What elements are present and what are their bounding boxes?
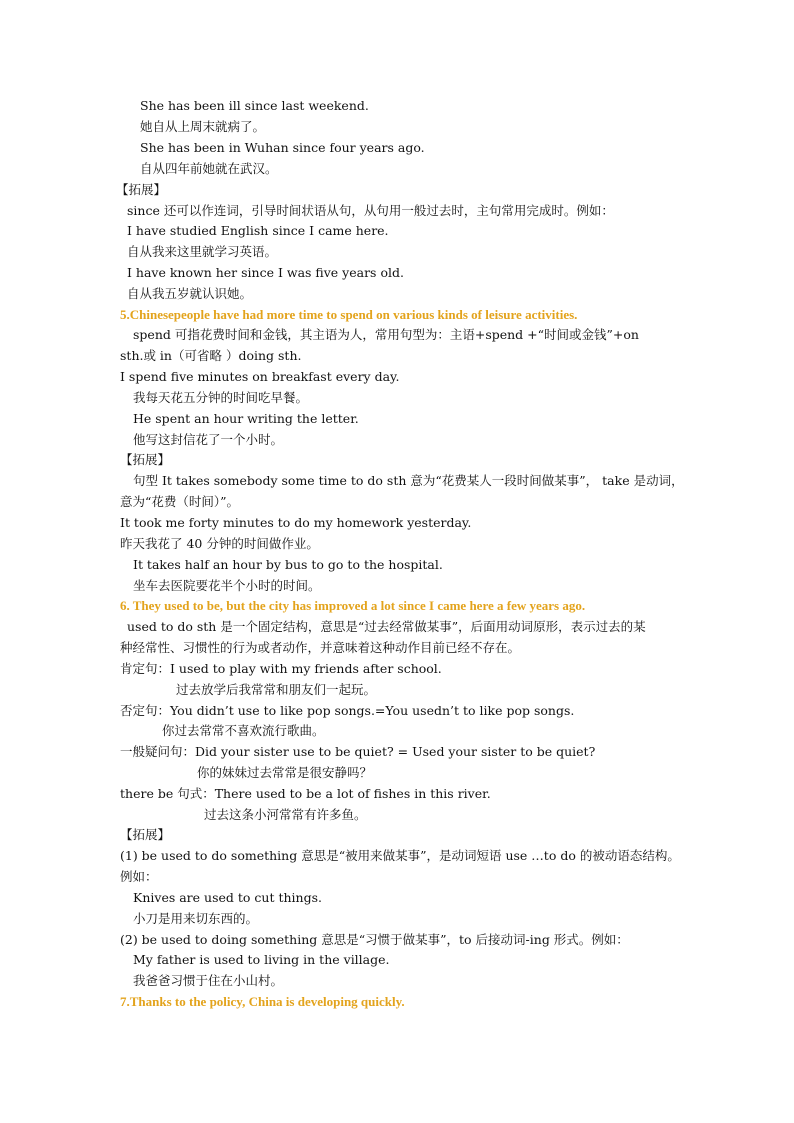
example-sentence: I spend five minutes on breakfast every day.: [120, 369, 400, 384]
example-sentence: She has been in Wuhan since four years ago.: [140, 140, 425, 155]
explanation-text: since 还可以作连词，引导时间状语从句，从句用一般过去时，主句常用完成时。例如：: [127, 203, 614, 218]
example-translation: 她自从上周末就病了。: [140, 119, 266, 134]
example-translation: 自从四年前她就在武汉。: [140, 161, 278, 176]
example-translation: 自从我五岁就认识她。: [127, 286, 253, 301]
explanation-text: 句型 It takes somebody some time to do sth 意为“花费某人一段时间做某事”， take 是动词，: [133, 473, 684, 488]
section-heading-6: 6. They used to be, but the city has improved a lot since I came here a few years ago.: [120, 598, 586, 613]
section-heading-5: 5.Chinesepeople have had more time to spend on various kinds of leisure activities.: [120, 307, 578, 322]
explanation-text: 意为“花费（时间）”。: [120, 494, 240, 509]
example-sentence: He spent an hour writing the letter.: [133, 411, 359, 426]
extension-tag: 【拓展】: [116, 182, 167, 197]
example-sentence: She has been ill since last weekend.: [140, 98, 369, 113]
section-heading-7: 7.Thanks to the policy, China is developing quickly.: [120, 994, 405, 1009]
example-sentence: I have studied English since I came here.: [127, 223, 389, 238]
example-sentence: My father is used to living in the village.: [133, 952, 390, 967]
explanation-text: 例如：: [120, 869, 158, 884]
explanation-text: (1) be used to do something 意思是“被用来做某事”，是动词短语 use …to do 的被动语态结构。: [120, 848, 680, 863]
example-translation: 我每天花五分钟的时间吃早餐。: [133, 390, 309, 405]
extension-tag: 【拓展】: [120, 827, 171, 842]
affirmative-example: 肯定句：I used to play with my friends after school.: [120, 661, 442, 676]
explanation-text: 种经常性、习惯性的行为或者动作，并意味着这种动作目前已经不存在。: [120, 640, 521, 655]
negative-example: 否定句：You didn’t use to like pop songs.=You usedn’t to like pop songs.: [120, 703, 575, 718]
example-translation: 你过去常常不喜欢流行歌曲。: [162, 723, 325, 738]
example-sentence: It takes half an hour by bus to go to the hospital.: [133, 557, 443, 572]
example-sentence: It took me forty minutes to do my homework yesterday.: [120, 515, 472, 530]
extension-tag: 【拓展】: [120, 452, 171, 467]
example-translation: 过去这条小河常常有许多鱼。: [204, 807, 367, 822]
example-translation: 小刀是用来切东西的。: [133, 911, 259, 926]
example-translation: 坐车去医院要花半个小时的时间。: [133, 578, 321, 593]
example-translation: 过去放学后我常常和朋友们一起玩。: [176, 682, 377, 697]
example-translation: 自从我来这里就学习英语。: [127, 244, 278, 259]
example-translation: 你的妹妹过去常常是很安静吗？: [197, 765, 373, 780]
explanation-text: spend 可指花费时间和金钱，其主语为人，常用句型为：主语+spend +“时间或金钱”+on: [133, 327, 639, 342]
example-translation: 我爸爸习惯于住在小山村。: [133, 973, 284, 988]
explanation-text: (2) be used to doing something 意思是“习惯于做某事”，to 后接动词-ing 形式。例如：: [120, 932, 629, 947]
example-translation: 他写这封信花了一个小时。: [133, 432, 284, 447]
example-translation: 昨天我花了 40 分钟的时间做作业。: [120, 536, 319, 551]
explanation-text: sth.或 in（可省略 ）doing sth.: [120, 348, 302, 363]
example-sentence: Knives are used to cut things.: [133, 890, 322, 905]
example-sentence: I have known her since I was five years old.: [127, 265, 404, 280]
question-example: 一般疑问句：Did your sister use to be quiet? = Used your sister to be quiet?: [120, 744, 596, 759]
there-be-example: there be 句式：There used to be a lot of fishes in this river.: [120, 786, 491, 801]
explanation-text: used to do sth 是一个固定结构，意思是“过去经常做某事”，后面用动词原形，表示过去的某: [127, 619, 646, 634]
